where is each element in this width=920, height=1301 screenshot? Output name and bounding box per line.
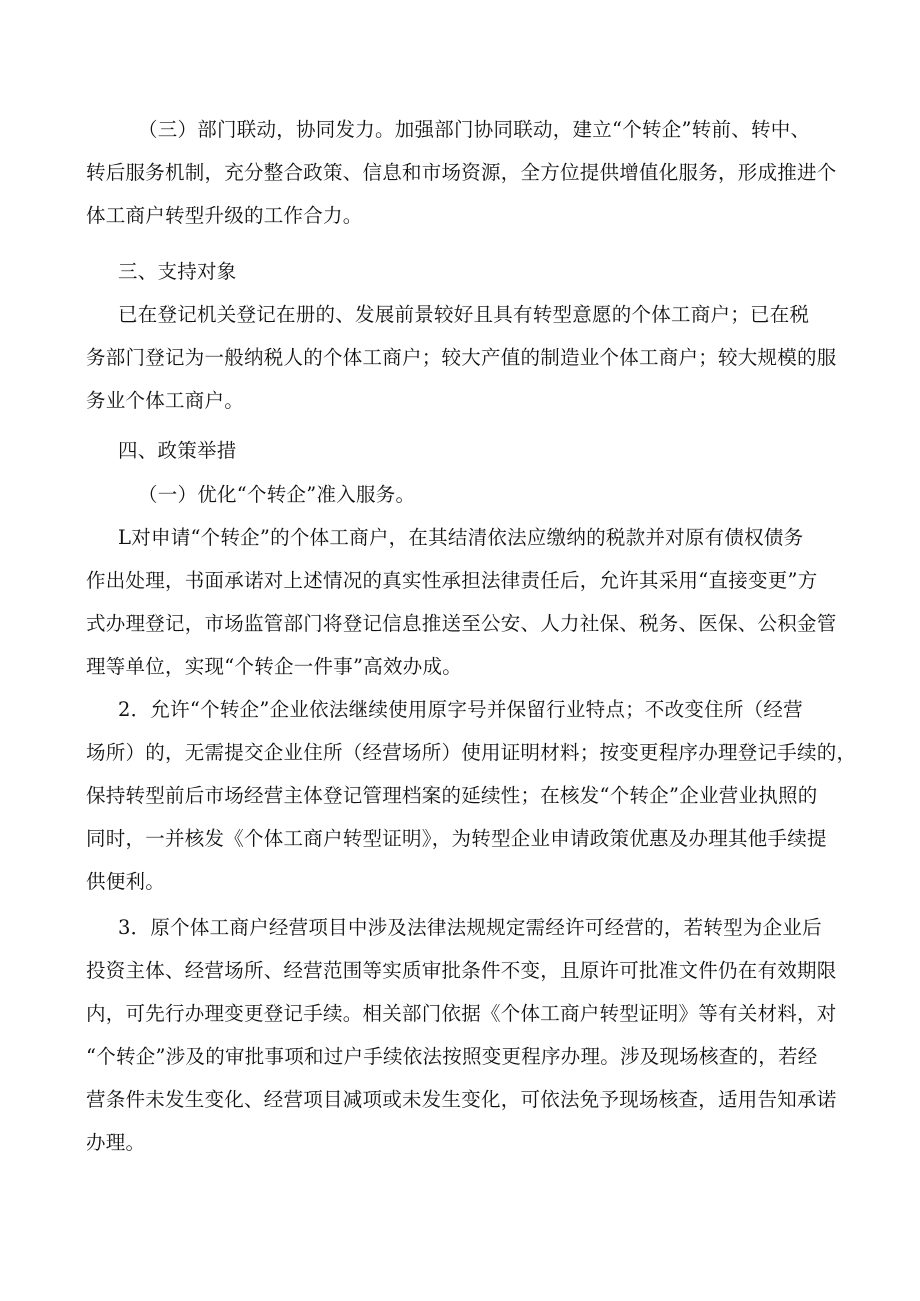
paragraph-line: 投资主体、经营场所、经营范围等实质审批条件不变，且原许可批准文件仍在有效期限 (86, 959, 837, 982)
paragraph-line: 已在登记机关登记在册的、发展前景较好且具有转型意愿的个体工商户；已在税 (118, 303, 810, 326)
paragraph-line: 办理。 (86, 1131, 146, 1154)
paragraph-line: 务业个体工商户。 (86, 389, 245, 412)
paragraph-line: 体工商户转型升级的工作合力。 (86, 204, 363, 227)
paragraph-line: 作出处理，书面承诺对上述情况的真实性承担法律责任后，允许其采用“直接变更”方 (86, 569, 818, 592)
paragraph-line: 保持转型前后市场经营主体登记管理档案的延续性；在核发“个转企”企业营业执照的 (86, 784, 818, 807)
paragraph-line: 场所）的，无需提交企业住所（经营场所）使用证明材料；按变更程序办理登记手续的， (86, 741, 857, 764)
section-heading-support-targets: 三、支持对象 (118, 260, 237, 283)
subsection-heading: （一）优化“个转企”准入服务。 (138, 483, 416, 506)
paragraph-line: L对申请“个转企”的个体工商户，在其结清依法应缴纳的税款并对原有债权债务 (118, 526, 804, 549)
paragraph-line: （三）部门联动，协同发力。加强部门协同联动，建立“个转企”转前、转中、 (138, 118, 811, 141)
paragraph-line: 营条件未发生变化、经营项目减项或未发生变化，可依法免予现场核查，适用告知承诺 (86, 1088, 837, 1111)
paragraph-line: 2．允许“个转企”企业依法继续使用原字号并保留行业特点；不改变住所（经营 (118, 698, 803, 721)
paragraph-line: 务部门登记为一般纳税人的个体工商户；较大产值的制造业个体工商户；较大规模的服 (86, 346, 837, 369)
paragraph-line: 3．原个体工商户经营项目中涉及法律法规规定需经许可经营的，若转型为企业后 (118, 916, 822, 939)
paragraph-line: 式办理登记，市场监管部门将登记信息推送至公安、人力社保、税务、医保、公积金管 (86, 612, 837, 635)
paragraph-line: 理等单位，实现“个转企一件事”高效办成。 (86, 655, 462, 678)
paragraph-line: 供便利。 (86, 870, 166, 893)
paragraph-line: “个转企”涉及的审批事项和过户手续依法按照变更程序办理。涉及现场核查的，若经 (86, 1045, 818, 1068)
paragraph-line: 转后服务机制，充分整合政策、信息和市场资源，全方位提供增值化服务，形成推进个 (86, 161, 837, 184)
section-heading-policy-measures: 四、政策举措 (118, 439, 237, 462)
paragraph-line: 同时，一并核发《个体工商户转型证明》，为转型企业申请政策优惠及办理其他手续提 (86, 827, 827, 850)
paragraph-line: 内，可先行办理变更登记手续。相关部门依据《个体工商户转型证明》等有关材料，对 (86, 1002, 837, 1025)
